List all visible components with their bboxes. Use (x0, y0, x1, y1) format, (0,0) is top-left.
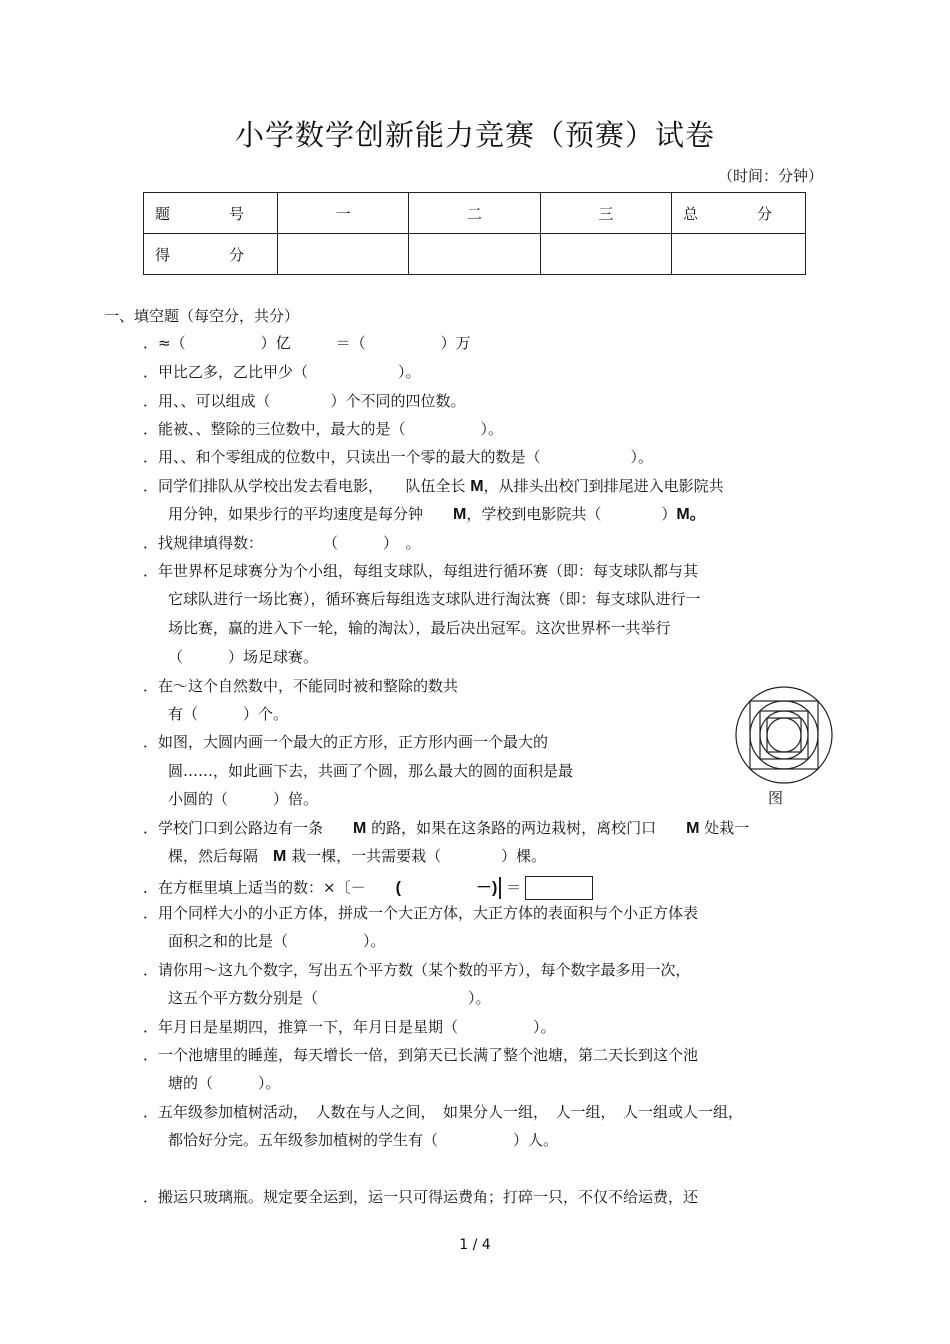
circle-4 (767, 718, 801, 752)
question-line (143, 819, 749, 838)
question-line: 场比赛，赢的进入下一轮，输的淘汰），最后决出冠军。这次世界杯一共举行 (168, 619, 671, 637)
question-text: 栽一棵，一共需要栽（ ）棵。 (291, 847, 547, 865)
score-table-header-row (144, 193, 806, 234)
question-text: ，学校到电影院共（ ） (466, 505, 677, 523)
section-title: 一、填空题（每空分，共分） (104, 307, 300, 325)
question-line: 它球队进行一场比赛），循环赛后每组选支球队进行淘汰赛（即：每支球队进行一 (168, 590, 701, 608)
nested-circles-figure (734, 685, 834, 785)
score-header-cell: 三 (540, 193, 671, 234)
question-line (143, 477, 724, 496)
question-text: 处栽一 (704, 819, 750, 837)
question-line: ．找规律填得数： （ ） 。 (143, 534, 421, 552)
score-header-cell: 二 (409, 193, 540, 234)
score-cell (540, 234, 671, 275)
score-table-score-row (144, 234, 806, 275)
paren-close: －) (475, 879, 498, 897)
question-line: ．年世界杯足球赛分为个小组，每组支球队，每组进行循环赛（即：每支球队都与其 (143, 562, 699, 580)
question-line: 圆……，如此画下去，共画了个圆，那么最大的圆的面积是最 (168, 762, 574, 780)
question-line: ．年月日是星期四，推算一下，年月日是星期（ ）。 (143, 1018, 556, 1036)
unit-m: M (353, 820, 367, 837)
question-line: ．用个同样大小的小正方体，拼成一个大正方体，大正方体的表面积与个小正方体表 (143, 904, 699, 922)
score-cell (672, 234, 806, 275)
question-line: （ ）场足球赛。 (168, 648, 319, 666)
unit-m: M (470, 478, 484, 495)
equals-sign: ＝ (506, 878, 522, 897)
question-line: ．能被、、整除的三位数中，最大的是（ ）。 (143, 420, 504, 438)
question-text: 用分钟，如果步行的平均速度是每分钟 (168, 505, 424, 523)
score-table (143, 192, 806, 275)
page-number: 1 / 4 (459, 1237, 491, 1253)
question-text: ．学校门口到公路边有一条 (143, 819, 324, 837)
question-line: ．≈（ ）亿 ＝（ ）万 (143, 334, 471, 352)
question-line: 小圆的（ ）倍。 (168, 790, 319, 808)
unit-m: M。 (676, 506, 706, 523)
time-note: （时间：分钟） (718, 167, 824, 185)
answer-box-edge (499, 877, 501, 899)
question-line (143, 876, 593, 900)
unit-m: M (453, 506, 467, 523)
question-line: ．甲比乙多，乙比甲少（ ）。 (143, 363, 421, 381)
question-line: ．搬运只玻璃瓶。规定要全运到，运一只可得运费角；打碎一只，不仅不给运费，还 (143, 1188, 699, 1206)
figure-label: 图 (768, 789, 784, 807)
paren-open: ( (395, 879, 401, 897)
page-title: 小学数学创新能力竞赛（预赛）试卷 (234, 118, 715, 152)
question-line: ．一个池塘里的睡莲，每天增长一倍，到第天已长满了整个池塘，第二天长到这个池 (143, 1046, 699, 1064)
question-text: 棵，然后每隔 (168, 847, 259, 865)
question-line: ．五年级参加植树活动， 人数在与人之间， 如果分人一组， 人一组， 人一组或人一组， (143, 1103, 744, 1121)
question-text: ．在方框里填上适当的数：×〔－ (143, 878, 366, 897)
question-line: ．用、、可以组成（ ）个不同的四位数。 (143, 392, 466, 410)
question-line: 塘的（ ）。 (168, 1074, 281, 1092)
question-text: ，从排头出校门到排尾进入电影院共 (483, 477, 724, 495)
question-line: ．如图，大圆内画一个最大的正方形，正方形内画一个最大的 (143, 733, 549, 751)
question-line: 这五个平方数分别是（ ）。 (168, 989, 491, 1007)
question-line: 有（ ）个。 (168, 705, 289, 723)
question-line: ．在～这个自然数中，不能同时被和整除的数共 (143, 677, 459, 695)
question-line: ．用、、和个零组成的位数中，只读出一个零的最大的数是（ ）。 (143, 448, 654, 466)
unit-m: M (273, 848, 287, 865)
question-line: 面积之和的比是（ ）。 (168, 932, 386, 950)
score-header-cell: 总 分 (672, 193, 806, 234)
unit-m: M (686, 820, 700, 837)
answer-box (525, 876, 593, 900)
score-cell (409, 234, 540, 275)
score-cell (278, 234, 409, 275)
question-text: ．同学们排队从学校出发去看电影， 队伍全长 (143, 477, 466, 495)
score-header-cell: 题 号 (144, 193, 278, 234)
question-line: ．请你用～这九个数字，写出五个平方数（某个数的平方），每个数字最多用一次， (143, 961, 691, 979)
score-row-label: 得 分 (144, 234, 278, 275)
question-line (168, 847, 546, 866)
question-line (168, 505, 706, 524)
question-text: 的路，如果在这条路的两边栽树，离校门口 (371, 819, 657, 837)
question-line: 都恰好分完。五年级参加植树的学生有（ ）人。 (168, 1131, 559, 1149)
score-header-cell: 一 (278, 193, 409, 234)
